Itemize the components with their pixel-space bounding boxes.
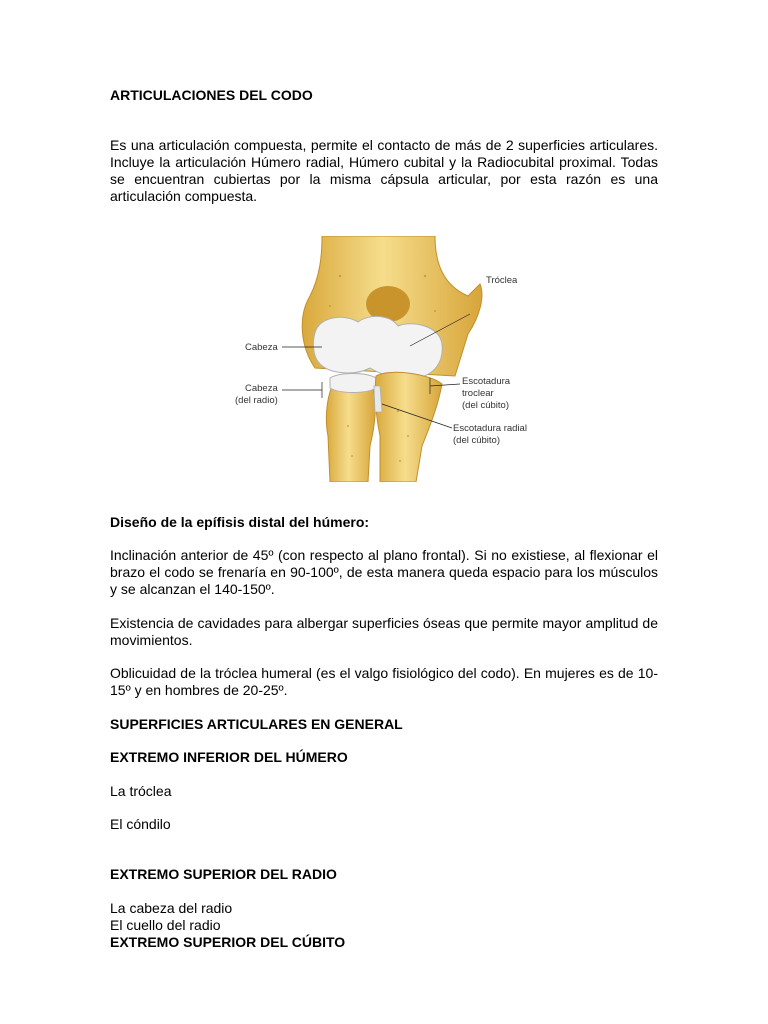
section-heading-cubito: EXTREMO SUPERIOR DEL CÚBITO — [110, 934, 346, 950]
cartilage-trochlea — [313, 316, 442, 378]
radius-bone — [326, 386, 375, 482]
paragraph-cavidades: Existencia de cavidades para albergar superficies óseas que permite mayor amplitud de movimientos. — [110, 615, 658, 648]
intro-paragraph: Es una articulación compuesta, permite el contacto de más de 2 superficies articulares. Incluye la articulación Húmero radial, Húmero cubital y la Radiocubital proximal. Todas se encuentran cubiertas por la misma cápsula articular, por esta razón es una articulación compuesta. — [110, 137, 658, 204]
label-cabeza-radio-1: Cabeza — [245, 383, 278, 394]
section-heading-epifisis: Diseño de la epífisis distal del húmero: — [110, 514, 370, 530]
label-troclea: Tróclea — [486, 275, 518, 286]
ulna-bone — [375, 372, 442, 482]
page-title: ARTICULACIONES DEL CODO — [110, 87, 313, 103]
label-escotadura-radial-1: Escotadura radial — [453, 423, 527, 434]
section-heading-radio: EXTREMO SUPERIOR DEL RADIO — [110, 866, 337, 882]
list-item: El cóndilo — [110, 816, 171, 832]
elbow-anatomy-figure — [230, 236, 540, 482]
section-heading-humero: EXTREMO INFERIOR DEL HÚMERO — [110, 749, 348, 765]
list-item: La tróclea — [110, 783, 172, 799]
list-item: El cuello del radio — [110, 917, 221, 933]
label-escotadura-troclear-2: troclear — [462, 388, 494, 399]
label-cabeza-radio-2: (del radio) — [235, 395, 278, 406]
label-cabeza: Cabeza — [245, 342, 278, 353]
radius-head-cartilage — [330, 374, 376, 393]
label-escotadura-troclear-1: Escotadura — [462, 376, 511, 387]
section-heading-superficies: SUPERFICIES ARTICULARES EN GENERAL — [110, 716, 403, 732]
label-escotadura-troclear-3: (del cúbito) — [462, 400, 509, 411]
list-item: La cabeza del radio — [110, 900, 233, 916]
paragraph-inclinacion: Inclinación anterior de 45º (con respecto al plano frontal). Si no existiese, al flexionar el brazo el codo se frenaría en 90-100º, de esta manera queda espacio para los músculos y se alcanzan el 140-150º. — [110, 547, 658, 597]
label-escotadura-radial-2: (del cúbito) — [453, 435, 500, 446]
paragraph-oblicuidad: Oblicuidad de la tróclea humeral (es el valgo fisiológico del codo). En mujeres es de 10-15º y en hombres de 20-25º. — [110, 665, 658, 698]
